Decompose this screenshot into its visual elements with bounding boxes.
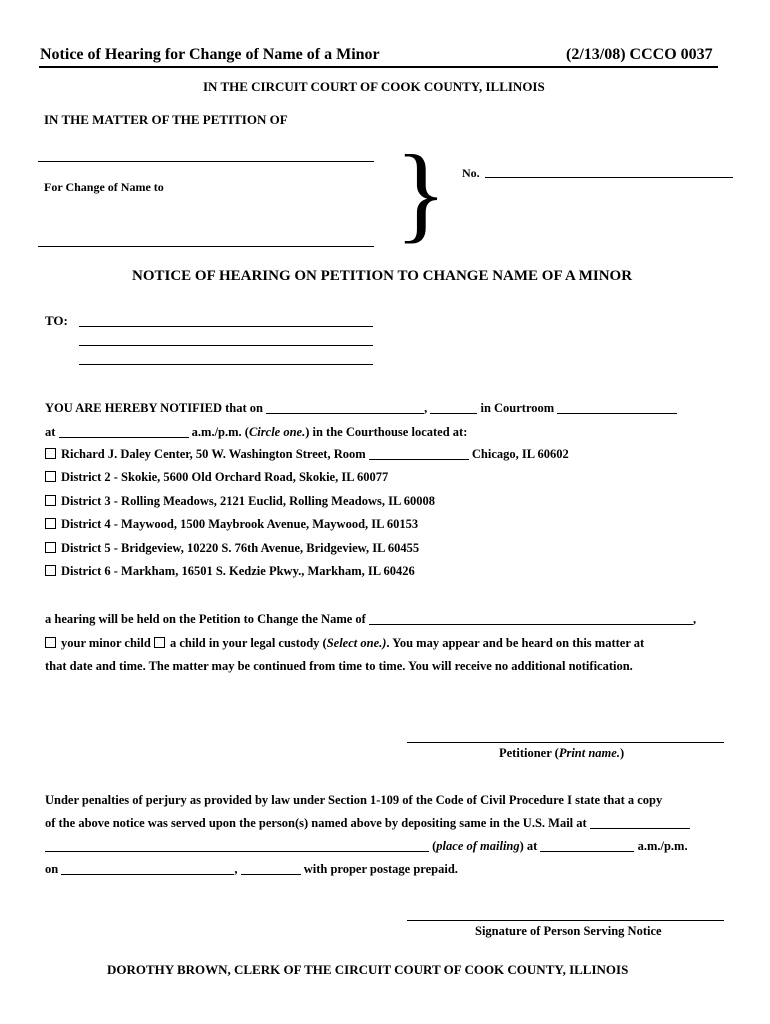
form-code: (2/13/08) CCCO 0037 (566, 46, 713, 63)
on-comma: , (234, 862, 238, 876)
select-one-note: Select one.) (326, 636, 387, 650)
appear-text: . You may appear and be heard on this matter at (386, 636, 645, 650)
notified-line (45, 401, 677, 416)
location-label: District 6 - Markham, 16501 S. Kedzie Pkwy., Markham, IL 60426 (61, 564, 415, 578)
checkbox-district3[interactable] (45, 495, 56, 506)
courthouse-label: ) in the Courthouse located at: (305, 425, 468, 439)
petitioner-close: ) (619, 746, 625, 760)
matter-heading: IN THE MATTER OF THE PETITION OF (44, 112, 288, 127)
hearing-date-field[interactable] (266, 401, 424, 414)
new-name-field[interactable] (38, 246, 374, 247)
place-of-mailing-field[interactable] (45, 839, 429, 852)
checkbox-legal-custody[interactable] (154, 637, 165, 648)
caption-brace: } (395, 134, 447, 253)
minor-name-field[interactable] (369, 612, 693, 625)
form-title: Notice of Hearing for Change of Name of a Minor (40, 46, 380, 63)
mail-location-field[interactable] (590, 816, 690, 829)
to-line-3[interactable] (79, 364, 373, 365)
signature-field[interactable] (407, 920, 724, 921)
location-suffix: Chicago, IL 60602 (471, 447, 569, 461)
petitioner-text: Petitioner ( (499, 746, 559, 760)
case-number-field[interactable] (485, 177, 733, 178)
perjury-line-1: Under penalties of perjury as provided by law under Section 1-109 of the Code of Civil Procedure I state that a copy (45, 793, 663, 807)
perjury-text: of the above notice was served upon the person(s) named above by depositing same in the U.S. Mail at (45, 816, 587, 830)
perjury-line-2 (45, 816, 690, 831)
notice-title: NOTICE OF HEARING ON PETITION TO CHANGE NAME OF A MINOR (132, 268, 633, 284)
location-option-district5 (45, 541, 419, 556)
hearing-year-field[interactable] (430, 401, 477, 414)
petitioner-name-field[interactable] (38, 161, 374, 162)
for-change-label: For Change of Name to (44, 180, 164, 194)
circle-one-note: Circle one. (248, 425, 306, 439)
location-option-district2 (45, 470, 388, 485)
postage-text: with proper postage prepaid. (303, 862, 458, 876)
clerk-footer: DOROTHY BROWN, CLERK OF THE CIRCUIT COURT OF COOK COUNTY, ILLINOIS (107, 962, 629, 977)
place-open: ( (432, 839, 437, 853)
location-label: District 4 - Maywood, 1500 Maybrook Avenue, Maywood, IL 60153 (61, 517, 419, 531)
location-option-district6 (45, 564, 415, 579)
hearing-line-1 (45, 612, 696, 627)
room-number-field[interactable] (369, 447, 469, 460)
at-line (45, 425, 467, 440)
location-option-daley (45, 447, 569, 462)
checkbox-district5[interactable] (45, 542, 56, 553)
mailing-ampm: a.m./p.m. (637, 839, 688, 853)
mailing-date-field[interactable] (61, 862, 234, 875)
petitioner-label (499, 746, 624, 761)
courtroom-field[interactable] (557, 401, 677, 414)
place-close: ) at (519, 839, 538, 853)
ampm-label: a.m./p.m. ( (191, 425, 249, 439)
court-heading: IN THE CIRCUIT COURT OF COOK COUNTY, ILLINOIS (203, 79, 545, 94)
custody-label: a child in your legal custody ( (169, 636, 327, 650)
hearing-time-field[interactable] (59, 425, 189, 438)
courtroom-label: in Courtroom (480, 401, 555, 415)
signature-label: Signature of Person Serving Notice (475, 924, 662, 938)
location-label: District 3 - Rolling Meadows, 2121 Euclid, Rolling Meadows, IL 60008 (61, 494, 435, 508)
checkbox-district4[interactable] (45, 518, 56, 529)
header-rule (39, 66, 718, 68)
to-line-1[interactable] (79, 326, 373, 327)
location-option-district4 (45, 517, 418, 532)
to-label: TO: (45, 313, 68, 328)
hearing-prefix: a hearing will be held on the Petition to Change the Name of (45, 612, 366, 626)
petitioner-print-field[interactable] (407, 742, 724, 743)
notified-comma: , (424, 401, 428, 415)
location-label: District 2 - Skokie, 5600 Old Orchard Road, Skokie, IL 60077 (61, 470, 389, 484)
print-name-note: Print name. (558, 746, 620, 760)
notified-prefix: YOU ARE HEREBY NOTIFIED that on (45, 401, 263, 415)
checkbox-district6[interactable] (45, 565, 56, 576)
mailing-time-field[interactable] (540, 839, 634, 852)
mailing-year-field[interactable] (241, 862, 301, 875)
hearing-comma: , (692, 612, 697, 626)
checkbox-minor-child[interactable] (45, 637, 56, 648)
case-number-label: No. (462, 166, 480, 180)
checkbox-district2[interactable] (45, 471, 56, 482)
checkbox-daley[interactable] (45, 448, 56, 459)
perjury-line-3 (45, 839, 688, 854)
location-label: Richard J. Daley Center, 50 W. Washington Street, Room (61, 447, 366, 461)
place-of-mailing-note: place of mailing (436, 839, 520, 853)
hearing-line-2 (45, 636, 644, 651)
on-label: on (45, 862, 59, 876)
location-label: District 5 - Bridgeview, 10220 S. 76th Avenue, Bridgeview, IL 60455 (61, 541, 420, 555)
location-option-district3 (45, 494, 435, 509)
hearing-line-3: that date and time. The matter may be continued from time to time. You will receive no additional notification. (45, 659, 633, 673)
at-label: at (45, 425, 56, 439)
minor-child-label: your minor child (61, 636, 151, 650)
to-line-2[interactable] (79, 345, 373, 346)
perjury-line-4 (45, 862, 458, 877)
